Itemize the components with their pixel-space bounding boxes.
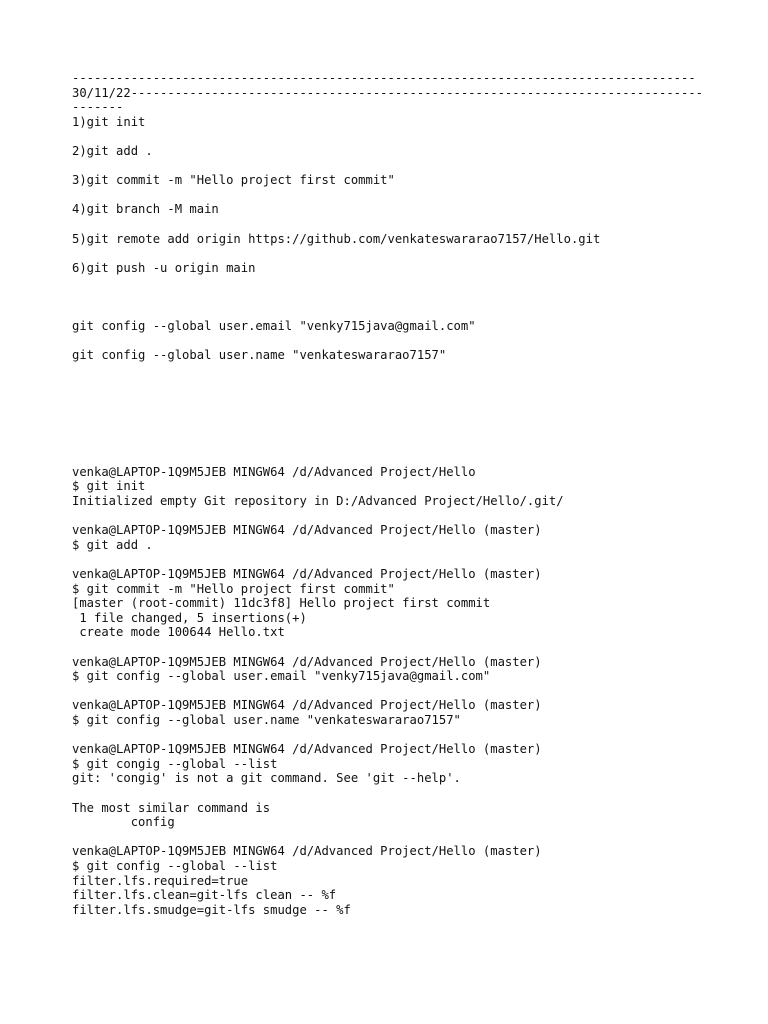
terminal-line: venka@LAPTOP-1Q9M5JEB MINGW64 /d/Advanced Project/Hello (master)	[72, 844, 542, 859]
terminal-line: config	[72, 815, 175, 830]
step-3: 3)git commit -m "Hello project first commit"	[72, 173, 395, 188]
terminal-line: venka@LAPTOP-1Q9M5JEB MINGW64 /d/Advanced Project/Hello (master)	[72, 523, 542, 538]
terminal-line: $ git add .	[72, 537, 153, 552]
step-1: 1)git init	[72, 114, 146, 129]
terminal-line: $ git commit -m "Hello project first commit"	[72, 581, 395, 596]
terminal-line: venka@LAPTOP-1Q9M5JEB MINGW64 /d/Advanced Project/Hello (master)	[72, 654, 542, 669]
terminal-line: $ git config --global --list	[72, 858, 278, 873]
terminal-line: filter.lfs.required=true	[72, 873, 249, 888]
step-4: 4)git branch -M main	[72, 202, 219, 217]
step-6: 6)git push -u origin main	[72, 260, 256, 275]
terminal-line: venka@LAPTOP-1Q9M5JEB MINGW64 /d/Advanced Project/Hello	[72, 464, 476, 479]
terminal-line: The most similar command is	[72, 800, 271, 815]
terminal-line: Initialized empty Git repository in D:/Advanced Project/Hello/.git/	[72, 494, 564, 509]
terminal-log	[72, 465, 704, 917]
terminal-line: filter.lfs.clean=git-lfs clean -- %f	[72, 888, 337, 903]
step-5: 5)git remote add origin https://github.com/venkateswararao7157/Hello.git	[72, 231, 601, 246]
terminal-line: 1 file changed, 5 insertions(+)	[72, 610, 307, 625]
rule-line: -------------------------------------------------------------------------------------	[72, 71, 696, 85]
terminal-line: $ git config --global user.email "venky715java@gmail.com"	[72, 669, 491, 684]
terminal-line: venka@LAPTOP-1Q9M5JEB MINGW64 /d/Advanced Project/Hello (master)	[72, 698, 542, 713]
terminal-line: create mode 100644 Hello.txt	[72, 625, 285, 640]
date-line: 30/11/22-------------------------------------------------------------------------------------	[72, 85, 704, 115]
document-body	[72, 71, 704, 917]
config-name-command: git config --global user.name "venkateswararao7157"	[72, 348, 447, 363]
terminal-line: venka@LAPTOP-1Q9M5JEB MINGW64 /d/Advanced Project/Hello (master)	[72, 567, 542, 582]
terminal-line: filter.lfs.smudge=git-lfs smudge -- %f	[72, 902, 351, 917]
terminal-line: [master (root-commit) 11dc3f8] Hello project first commit	[72, 596, 491, 611]
terminal-line: venka@LAPTOP-1Q9M5JEB MINGW64 /d/Advanced Project/Hello (master)	[72, 742, 542, 757]
config-email-command: git config --global user.email "venky715java@gmail.com"	[72, 319, 476, 334]
terminal-line: $ git config --global user.name "venkateswararao7157"	[72, 712, 461, 727]
terminal-line: git: 'congig' is not a git command. See 'git --help'.	[72, 771, 461, 786]
step-2: 2)git add .	[72, 143, 153, 158]
terminal-line: $ git congig --global --list	[72, 756, 278, 771]
terminal-line: $ git init	[72, 479, 146, 494]
